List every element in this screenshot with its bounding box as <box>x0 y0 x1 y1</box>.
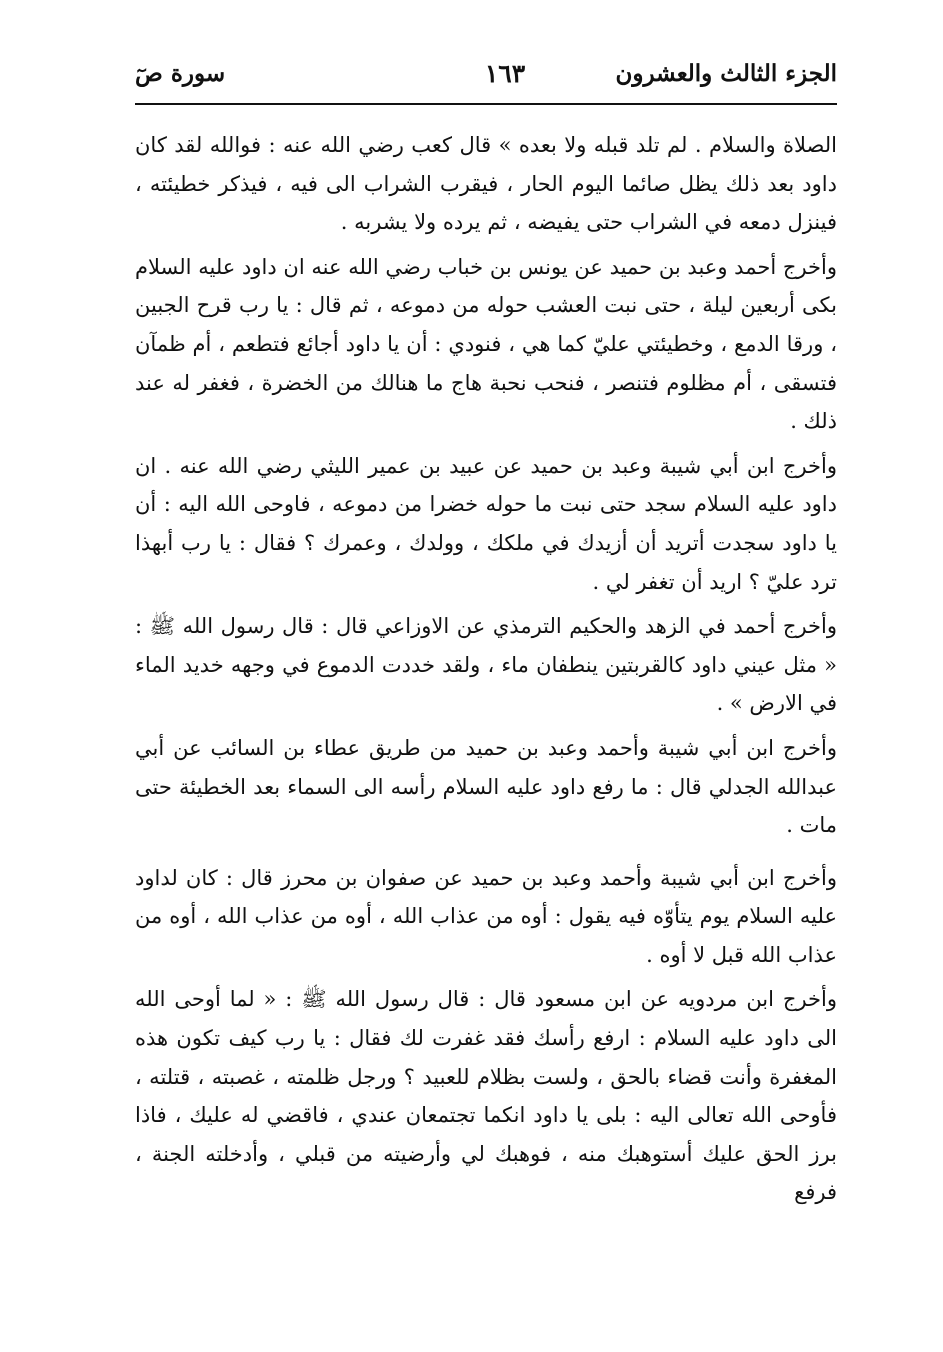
body-text <box>135 126 837 1212</box>
surah-title: سورة صٓ <box>135 60 226 87</box>
paragraph-6: وأخرج ابن أبي شيبة وأحمد وعبد بن حميد عن صفوان بن محرز قال : كان لداود عليه السلام يوم يتأوّه فيه يقول : أوه من عذاب الله ، أوه من عذاب الله ، أوه من عذاب الله قبل لا أوه . <box>135 865 837 967</box>
paragraph-1: الصلاة والسلام . لم تلد قبله ولا بعده » قال كعب رضي الله عنه : فوالله لقد كان داود بعد ذلك يظل صائما اليوم الحار ، فيقرب الشراب الى فيه ، فيذكر خطيئته ، فينزل دمعه في الشراب حتى يفيضه ، ثم يرده ولا يشربه . <box>135 133 837 235</box>
header-rule <box>135 103 837 105</box>
page-number: ١٦٣ <box>484 59 526 88</box>
paragraph-3: وأخرج ابن أبي شيبة وعبد بن حميد عن عبيد بن عمير الليثي رضي الله عنه . ان داود عليه السلام سجد حتى نبت ما حوله خضرا من دموعه ، فاوحى الله اليه : أن يا داود سجدت أتريد أن أزيدك في ملكك ، وولدك ، وعمرك ؟ فقال : يا رب أبهذا ترد عليّ ؟ اريد أن تغفر لي . <box>135 453 837 594</box>
page-header <box>135 58 837 98</box>
paragraph-4: وأخرج أحمد في الزهد والحكيم الترمذي عن الاوزاعي قال : قال رسول الله ﷺ : « مثل عيني داود كالقربتين ينطفان ماء ، ولقد خددت الدموع في وجهه خديد الماء في الارض » . <box>135 614 837 716</box>
paragraph-5: وأخرج ابن أبي شيبة وأحمد وعبد بن حميد من طريق عطاء بن السائب عن أبي عبدالله الجدلي قال : ما رفع داود عليه السلام رأسه الى السماء بعد الخطيئة حتى مات . <box>135 735 837 838</box>
paragraph-2: وأخرج أحمد وعبد بن حميد عن يونس بن خباب رضي الله عنه ان داود عليه السلام بكى أربعين ليلة ، حتى نبت العشب حوله من دموعه ، ثم قال : يا رب قرح الجبين ، ورقا الدمع ، وخطيئتي عليّ كما هي ، فنودي : أن يا داود أجائع فتطعم ، أم ظمآن فتسقى ، أم مظلوم فتنصر ، فنحب نحبة هاج ما هنالك من الخضرة ، فغفر له عند ذلك . <box>135 254 837 434</box>
paragraph-7: وأخرج ابن مردويه عن ابن مسعود قال : قال رسول الله ﷺ : « لما أوحى الله الى داود عليه السلام : ارفع رأسك فقد غفرت لك فقال : يا رب كيف تكون هذه المغفرة وأنت قضاء بالحق ، ولست بظلام للعبيد ؟ ورجل ظلمته ، غصبته ، قتلته ، فأوحى الله تعالى اليه : بلى يا داود انكما تجتمعان عندي ، فاقضي له عليك ، فاذا برز الحق عليك أستوهبك منه ، فوهبك لي وأرضيته من قبلي ، وأدخلته الجنة ، فرفع <box>135 987 837 1205</box>
part-title: الجزء الثالث والعشرون <box>615 60 837 87</box>
